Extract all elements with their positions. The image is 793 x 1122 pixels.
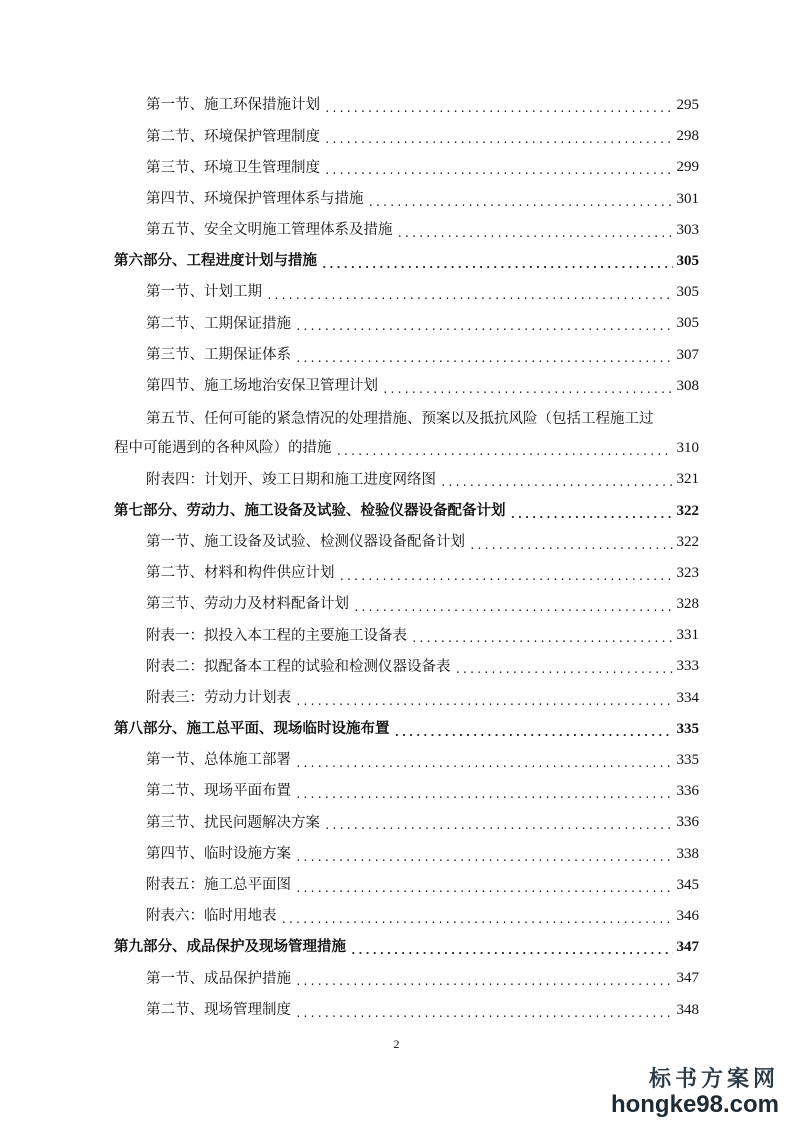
dot-leader	[295, 758, 673, 769]
toc-entry-title: 附表三：劳动力计划表	[146, 689, 291, 706]
toc-entry[interactable]	[114, 308, 699, 339]
toc-entry-title: 附表二：拟配备本工程的试验和检测仪器设备表	[146, 658, 451, 675]
toc-entry-page: 334	[676, 689, 699, 706]
toc-entry-page: 295	[676, 97, 699, 114]
dot-leader	[324, 820, 673, 831]
toc-entry-title: 第八部分、施工总平面、现场临时设施布置	[114, 720, 390, 738]
toc-entry-page: 345	[676, 876, 699, 893]
toc-entry-page: 328	[676, 596, 699, 613]
toc-entry-page: 310	[676, 440, 699, 457]
toc-entry[interactable]	[114, 807, 699, 838]
watermark-name: 标书方案网	[648, 1066, 779, 1092]
toc-entry-title: 第二节、现场管理制度	[146, 1001, 291, 1018]
dot-leader	[394, 727, 673, 738]
toc-entry[interactable]	[114, 433, 699, 464]
toc-entry-page: 323	[676, 564, 699, 581]
toc-entry[interactable]	[114, 464, 699, 495]
toc-entry-title: 第一节、成品保护措施	[146, 970, 291, 987]
dot-leader	[281, 914, 673, 925]
toc-entry-title: 程中可能遇到的各种风险）的措施	[114, 440, 332, 457]
dot-leader	[295, 852, 673, 863]
toc-entry[interactable]	[114, 651, 699, 682]
toc-entry-page: 348	[676, 1001, 699, 1018]
toc-entry-title: 第二节、环境保护管理制度	[146, 128, 320, 145]
toc-entry[interactable]	[114, 558, 699, 589]
toc-entry[interactable]	[114, 121, 699, 152]
toc-entry-title: 第五节、安全文明施工管理体系及措施	[146, 222, 393, 239]
dot-leader	[440, 477, 673, 488]
toc-entry[interactable]	[114, 340, 699, 371]
toc-entry-title: 第七部分、劳动力、施工设备及试验、检验仪器设备配备计划	[114, 501, 506, 519]
toc-entry-title: 第四节、环境保护管理体系与措施	[146, 190, 364, 207]
dot-leader	[455, 664, 673, 675]
dot-leader	[266, 290, 673, 301]
toc-entry-title: 第六部分、工程进度计划与措施	[114, 252, 317, 270]
toc-entry-title: 附表一：拟投入本工程的主要施工设备表	[146, 627, 407, 644]
toc-entry-title: 第一节、施工环保措施计划	[146, 97, 320, 114]
toc-entry-title: 第四节、临时设施方案	[146, 845, 291, 862]
dot-leader	[324, 165, 673, 176]
toc-entry-page: 308	[676, 377, 699, 394]
toc-entry[interactable]	[114, 215, 699, 246]
toc-entry-title: 第九部分、成品保护及现场管理措施	[114, 938, 346, 956]
toc-entry-title: 第二节、材料和构件供应计划	[146, 565, 335, 582]
dot-leader	[321, 259, 673, 270]
toc-part-entry[interactable]	[114, 714, 699, 745]
toc-entry-title: 第二节、工期保证措施	[146, 315, 291, 332]
toc-entry[interactable]	[114, 371, 699, 402]
toc-entry-page: 336	[676, 814, 699, 831]
toc-entry-title: 第三节、扰民问题解决方案	[146, 814, 320, 831]
toc-entry-title: 第一节、计划工期	[146, 284, 262, 301]
dot-leader	[353, 602, 673, 613]
toc-entry-page: 322	[676, 533, 699, 550]
toc-entry-page: 333	[676, 658, 699, 675]
toc-entry[interactable]	[114, 870, 699, 901]
toc-entry[interactable]	[114, 839, 699, 870]
toc-entry[interactable]	[114, 776, 699, 807]
toc-entry[interactable]	[114, 152, 699, 183]
toc-entry[interactable]	[114, 90, 699, 121]
toc-entry-page: 347	[676, 970, 699, 987]
dot-leader	[295, 789, 673, 800]
toc-entry[interactable]	[114, 620, 699, 651]
toc-part-entry[interactable]	[114, 246, 699, 277]
toc-entry-page: 299	[676, 159, 699, 176]
toc-entry-page: 346	[676, 907, 699, 924]
toc-entry-line: 第五节、任何可能的紧急情况的处理措施、预案以及抵抗风险（包括工程施工过	[146, 410, 654, 427]
toc-entry[interactable]	[114, 994, 699, 1025]
dot-leader	[368, 197, 673, 208]
toc-entry[interactable]	[114, 901, 699, 932]
dot-leader	[411, 633, 673, 644]
toc-entry-title: 第二节、现场平面布置	[146, 783, 291, 800]
dot-leader	[336, 446, 673, 457]
toc-entry[interactable]	[114, 683, 699, 714]
toc-entry-page: 335	[676, 752, 699, 769]
page-number: 2	[393, 1037, 400, 1051]
toc-entry-title: 第三节、工期保证体系	[146, 346, 291, 363]
dot-leader	[469, 540, 673, 551]
dot-leader	[295, 976, 673, 987]
toc-entry-page: 305	[676, 284, 699, 301]
toc-entry-page: 305	[676, 253, 699, 270]
toc-entry-title: 第三节、环境卫生管理制度	[146, 159, 320, 176]
dot-leader	[295, 321, 673, 332]
toc-entry-page: 303	[676, 221, 699, 238]
toc-entry[interactable]	[114, 527, 699, 558]
toc-part-entry[interactable]	[114, 495, 699, 526]
toc-entry-page: 347	[676, 939, 699, 956]
toc-entry-page: 301	[676, 190, 699, 207]
toc-entry[interactable]	[114, 963, 699, 994]
toc-entry-title: 附表六：临时用地表	[146, 908, 277, 925]
toc-entry-title: 附表五：施工总平面图	[146, 877, 291, 894]
toc-entry-page: 321	[676, 471, 699, 488]
watermark	[611, 1062, 779, 1119]
dot-leader	[295, 883, 673, 894]
toc-entry-title: 第一节、总体施工部署	[146, 752, 291, 769]
toc-entry-page: 298	[676, 128, 699, 145]
toc-entry-title: 附表四：计划开、竣工日期和施工进度网络图	[146, 471, 436, 488]
toc-entry[interactable]	[114, 184, 699, 215]
dot-leader	[324, 103, 673, 114]
toc-entry-page: 338	[676, 845, 699, 862]
toc-entry[interactable]	[114, 277, 699, 308]
toc-entry-page: 335	[676, 720, 699, 737]
watermark-url: hongke98.com	[610, 1091, 779, 1118]
toc-entry-page: 322	[676, 502, 699, 519]
dot-leader	[339, 571, 673, 582]
dot-leader	[295, 353, 673, 364]
toc-entry-page: 336	[676, 783, 699, 800]
dot-leader	[350, 945, 673, 956]
toc-entry-title: 第一节、施工设备及试验、检测仪器设备配备计划	[146, 533, 465, 550]
toc-entry-title: 第三节、劳动力及材料配备计划	[146, 596, 349, 613]
toc-entry-page: 307	[676, 346, 699, 363]
dot-leader	[295, 1008, 673, 1019]
toc-entry-page: 331	[676, 627, 699, 644]
table-of-contents	[114, 90, 699, 1026]
dot-leader	[295, 696, 673, 707]
dot-leader	[324, 134, 673, 145]
toc-entry[interactable]	[114, 745, 699, 776]
toc-entry-page: 305	[676, 315, 699, 332]
toc-entry[interactable]	[114, 589, 699, 620]
toc-entry-title: 第四节、施工场地治安保卫管理计划	[146, 378, 378, 395]
dot-leader	[510, 509, 673, 520]
toc-part-entry[interactable]	[114, 932, 699, 963]
dot-leader	[397, 228, 673, 239]
dot-leader	[382, 384, 673, 395]
